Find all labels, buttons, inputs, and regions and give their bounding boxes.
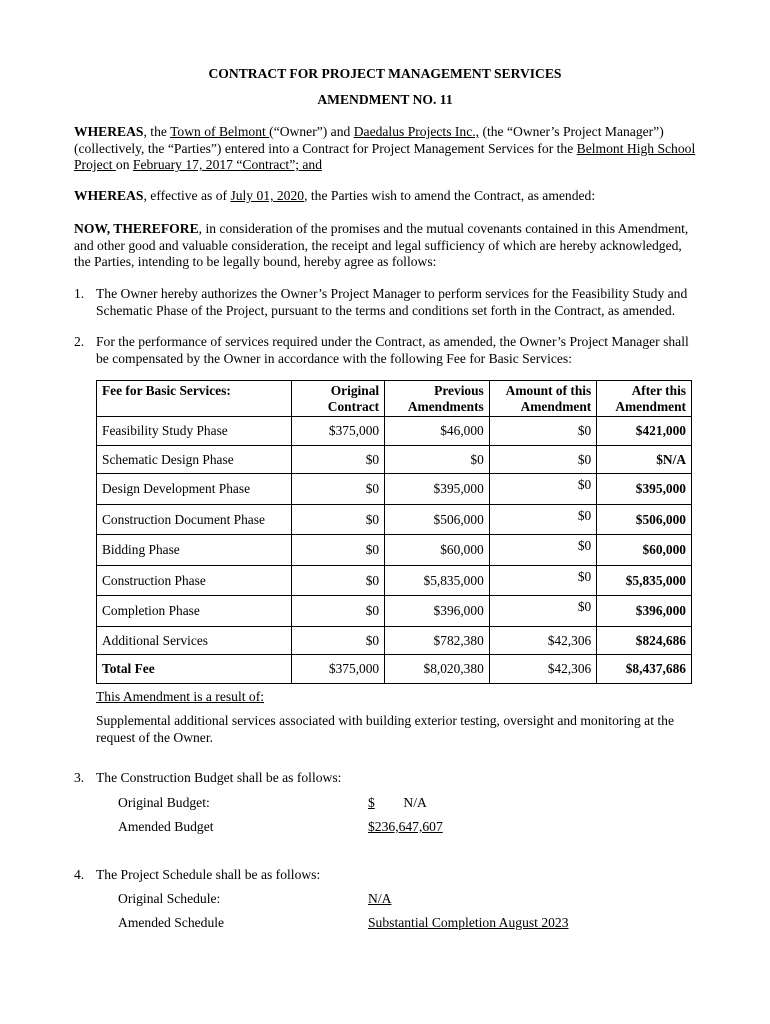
- text-run: (“Owner”) and: [269, 124, 354, 139]
- previous-cell: $506,000: [385, 504, 490, 535]
- original-cell: $0: [291, 596, 384, 627]
- original-cell: $375,000: [291, 417, 384, 446]
- original-cell: $0: [291, 626, 384, 655]
- table-row: [97, 474, 692, 505]
- header-previous-amendments: [385, 381, 490, 417]
- previous-cell: $395,000: [385, 474, 490, 505]
- original-cell: $0: [291, 445, 384, 474]
- original-schedule-label: Original Schedule:: [118, 891, 221, 906]
- after-cell: $60,000: [597, 535, 692, 566]
- clause-number: 4.: [74, 867, 85, 882]
- clause-text: The Owner hereby authorizes the Owner’s Project Manager to perform services for the Feasibility Study and Schematic Phase of the Project, pursuant to the terms and conditions set forth in the Contract, as amended.: [96, 286, 688, 318]
- contract-date: February 17, 2017 “Contract”; and: [132, 157, 323, 172]
- original-schedule-value: [368, 891, 526, 908]
- whereas-lead: WHEREAS: [74, 124, 144, 139]
- amount-cell: $0: [489, 565, 596, 596]
- text-run: , the: [143, 124, 171, 139]
- header-line: Amount of this: [505, 383, 592, 398]
- result-heading: This Amendment is a result of:: [96, 689, 265, 704]
- clause-number: 3.: [74, 770, 85, 785]
- document-title: CONTRACT FOR PROJECT MANAGEMENT SERVICES: [208, 66, 562, 81]
- after-cell: $824,686: [597, 626, 692, 655]
- phase-cell: Feasibility Study Phase: [97, 417, 292, 446]
- currency-symbol: $: [368, 795, 375, 810]
- amended-schedule-value: Substantial Completion August 2023: [368, 915, 569, 930]
- text-run: , the Parties wish to amend the Contract, as amended:: [304, 188, 596, 203]
- now-therefore-paragraph: [74, 221, 699, 271]
- table-header-row: [97, 381, 692, 417]
- clause-number: 2.: [74, 334, 85, 349]
- clause-text: For the performance of services required under the Contract, as amended, the Owner’s Project Manager shall be compensated by the Owner in accordance with the following Fee for Basic Services:: [96, 334, 689, 366]
- whereas-lead: WHEREAS: [74, 188, 144, 203]
- amount-cell: $0: [489, 417, 596, 446]
- previous-cell: $60,000: [385, 535, 490, 566]
- original-cell: $0: [291, 535, 384, 566]
- clause-text: The Construction Budget shall be as follows:: [96, 770, 342, 785]
- table-row: [97, 596, 692, 627]
- header-line: Amendment: [615, 398, 686, 414]
- total-label-cell: Total Fee: [97, 655, 292, 684]
- header-line: After this: [631, 383, 686, 398]
- amount-cell: $0: [489, 504, 596, 535]
- text-run: , in consideration of the promises and the mutual covenants contained in this Amendment, and other good and valuable consideration, the receipt and legal sufficiency of which are hereby acknowledged, the Parties, intending to be legally bound, hereby agree as follows:: [74, 221, 689, 269]
- original-budget-value: [368, 795, 448, 812]
- original-cell: $0: [291, 565, 384, 596]
- header-line: Amendment: [520, 398, 592, 414]
- total-after-cell: $8,437,686: [597, 655, 692, 684]
- after-cell: $396,000: [597, 596, 692, 627]
- header-fee-for-basic-services: Fee for Basic Services:: [97, 381, 292, 417]
- original-cell: $0: [291, 474, 384, 505]
- table-row: [97, 626, 692, 655]
- total-previous-cell: $8,020,380: [385, 655, 490, 684]
- after-cell: $506,000: [597, 504, 692, 535]
- table-row: [97, 535, 692, 566]
- amended-schedule-label: Amended Schedule: [118, 915, 225, 930]
- text-run: , effective as of: [143, 188, 231, 203]
- amount-cell: $0: [489, 535, 596, 566]
- phase-cell: Bidding Phase: [97, 535, 292, 566]
- opm-name: Daedalus Projects Inc.,: [353, 124, 480, 139]
- header-amount-this-amendment: [489, 381, 596, 417]
- amendment-number: AMENDMENT NO. 11: [317, 92, 453, 107]
- table-row: [97, 445, 692, 474]
- original-cell: $0: [291, 504, 384, 535]
- after-cell: $421,000: [597, 417, 692, 446]
- owner-name: Town of Belmont: [170, 124, 270, 139]
- phase-cell: Schematic Design Phase: [97, 445, 292, 474]
- phase-cell: Design Development Phase: [97, 474, 292, 505]
- original-budget-label: Original Budget:: [118, 795, 210, 810]
- phase-cell: Completion Phase: [97, 596, 292, 627]
- table-row: [97, 417, 692, 446]
- header-line: Original: [330, 383, 380, 398]
- phase-cell: Additional Services: [97, 626, 292, 655]
- after-cell: $N/A: [597, 445, 692, 474]
- now-therefore-lead: NOW, THEREFORE: [74, 221, 199, 236]
- total-original-cell: $375,000: [291, 655, 384, 684]
- header-line: Amendments: [407, 398, 484, 414]
- clause-number: 1.: [74, 286, 85, 301]
- phase-cell: Construction Phase: [97, 565, 292, 596]
- previous-cell: $0: [385, 445, 490, 474]
- amount-cell: $0: [489, 596, 596, 627]
- amended-budget-label: Amended Budget: [118, 819, 214, 834]
- clause-text: The Project Schedule shall be as follows:: [96, 867, 321, 882]
- header-original-contract: [291, 381, 384, 417]
- value-text: N/A: [403, 795, 427, 810]
- effective-date: July 01, 2020: [230, 188, 305, 203]
- whereas-paragraph-1: [74, 124, 699, 174]
- previous-cell: $5,835,000: [385, 565, 490, 596]
- amount-cell: $0: [489, 445, 596, 474]
- table-total-row: [97, 655, 692, 684]
- whereas-paragraph-2: [74, 188, 699, 205]
- after-cell: $395,000: [597, 474, 692, 505]
- previous-cell: $46,000: [385, 417, 490, 446]
- previous-cell: $782,380: [385, 626, 490, 655]
- fee-table: [96, 380, 692, 684]
- amended-budget-value: $236,647,607: [368, 819, 443, 834]
- value-text: N/A: [368, 891, 392, 906]
- total-amount-cell: $42,306: [489, 655, 596, 684]
- table-row: [97, 565, 692, 596]
- amount-cell: $42,306: [489, 626, 596, 655]
- phase-cell: Construction Document Phase: [97, 504, 292, 535]
- header-line: Contract: [327, 398, 380, 414]
- text-run: (the “Owner’s Project Manager”) (collectively, the “Parties”) entered into a Contract for Project Management Services for the: [74, 124, 664, 156]
- header-line: Previous: [434, 383, 484, 398]
- table-row: [97, 504, 692, 535]
- after-cell: $5,835,000: [597, 565, 692, 596]
- result-text: Supplemental additional services associated with building exterior testing, oversight and monitoring at the request of the Owner.: [96, 713, 674, 745]
- header-after-this-amendment: [597, 381, 692, 417]
- previous-cell: $396,000: [385, 596, 490, 627]
- amount-cell: $0: [489, 474, 596, 505]
- project-name: Belmont High School Project: [74, 140, 696, 172]
- text-run: on: [115, 157, 133, 172]
